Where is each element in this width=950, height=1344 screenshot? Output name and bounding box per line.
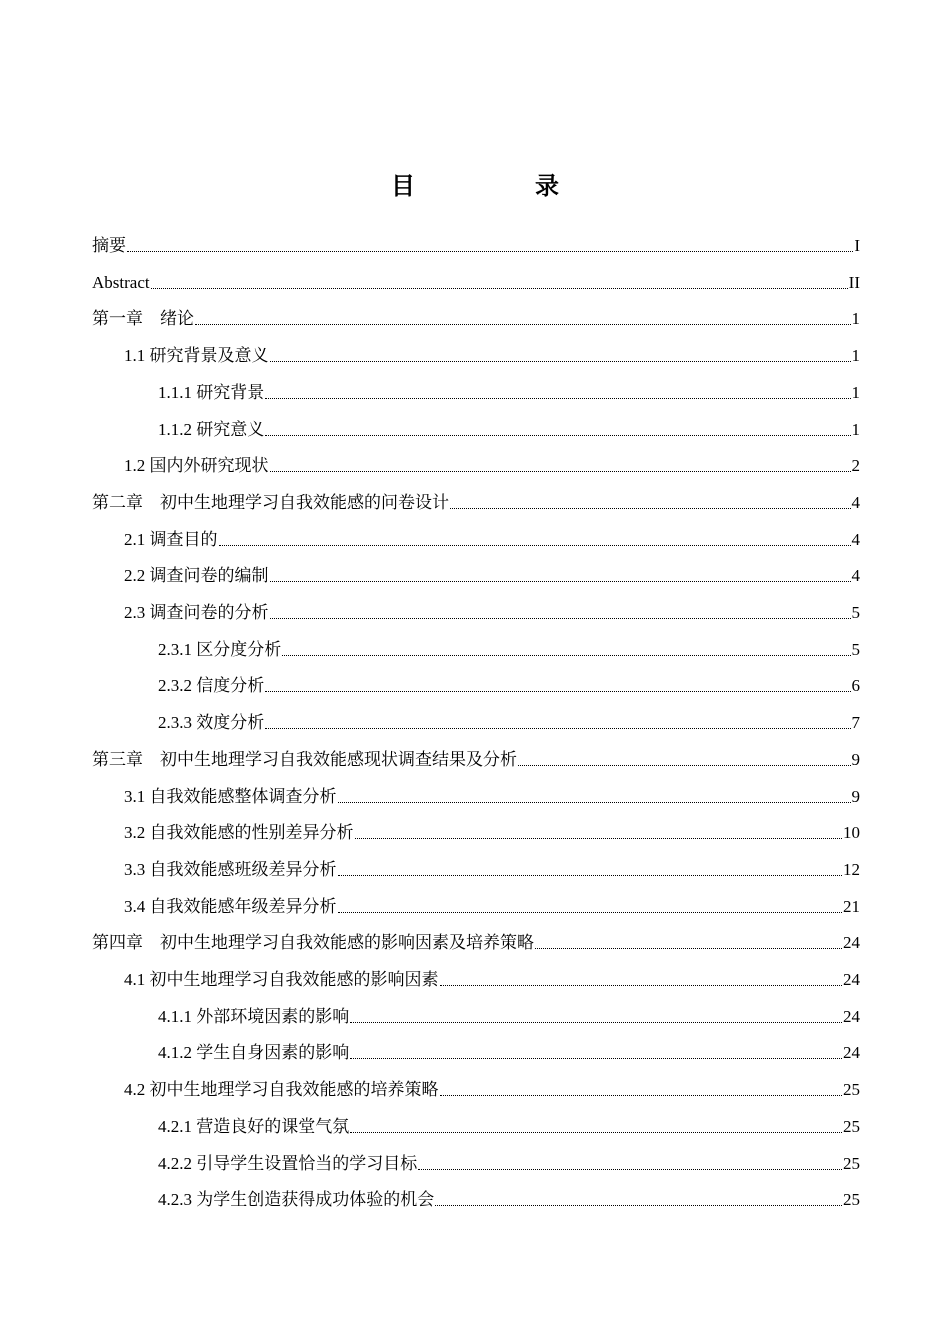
dot-leader [350, 1057, 842, 1059]
toc-entry-title: 4.2 初中生地理学习自我效能感的培养策略 [124, 1080, 439, 1100]
dot-leader [270, 617, 851, 619]
dot-leader [440, 984, 843, 986]
toc-entry-title: 2.3.1 区分度分析 [158, 639, 282, 659]
page-title: 目 录 [391, 172, 607, 200]
toc-entry-title: 第三章 初中生地理学习自我效能感现状调查结果及分析 [92, 749, 517, 769]
toc-entry-title: Abstract [92, 272, 150, 292]
toc-entry-title: 3.1 自我效能感整体调查分析 [124, 786, 337, 806]
toc-entry[interactable] [158, 634, 860, 660]
toc-entry-title: 1.1.1 研究背景 [158, 382, 265, 402]
toc-entry-title: 2.2 调查问卷的编制 [124, 566, 269, 586]
toc-entry-page: 1 [851, 419, 860, 439]
toc-entry-title: 4.2.3 为学生创造获得成功体验的机会 [158, 1190, 435, 1210]
toc-entry-title: 4.1.2 学生自身因素的影响 [158, 1043, 350, 1063]
toc-entry[interactable] [158, 377, 860, 403]
toc-entry-title: 2.1 调查目的 [124, 529, 218, 549]
toc-entry-page: 2 [851, 456, 860, 476]
toc-entry[interactable] [158, 670, 860, 696]
toc-entry-page: 4 [851, 566, 860, 586]
dot-leader [338, 874, 843, 876]
toc-entry[interactable] [158, 1037, 860, 1063]
toc-entry-page: 25 [843, 1153, 860, 1173]
toc-entry[interactable] [92, 303, 860, 329]
toc-entry-page: 1 [851, 346, 860, 366]
dot-leader [350, 1131, 842, 1133]
dot-leader [265, 434, 850, 436]
toc-entry[interactable] [124, 524, 860, 550]
dot-leader [450, 507, 851, 509]
dot-leader [270, 360, 851, 362]
toc-entry-title: 4.2.1 营造良好的课堂气氛 [158, 1116, 350, 1136]
dot-leader [518, 764, 851, 766]
toc-entry[interactable] [124, 891, 860, 917]
dot-leader [435, 1204, 842, 1206]
toc-entry-page: 4 [851, 529, 860, 549]
toc-entry[interactable] [158, 1111, 860, 1137]
toc-entry-page: 24 [843, 970, 860, 989]
toc-entry-title: 1.1 研究背景及意义 [124, 346, 269, 366]
dot-leader [151, 287, 848, 289]
toc-entry-title: 第一章 绪论 [92, 309, 194, 329]
dot-leader [270, 470, 851, 472]
toc-entry[interactable] [92, 487, 860, 513]
toc-entry-page: 12 [843, 859, 860, 879]
toc-entry-title: 4.1.1 外部环境因素的影响 [158, 1006, 350, 1026]
toc-entry[interactable] [124, 597, 860, 623]
dot-leader [219, 544, 851, 546]
toc-entry-title: 2.3.2 信度分析 [158, 676, 265, 696]
toc-entry-page: 1 [851, 382, 860, 402]
toc-entry-page: 25 [843, 1190, 860, 1210]
toc-entry-page: 1 [851, 309, 860, 329]
toc-entry[interactable] [158, 414, 860, 440]
dot-leader [195, 323, 851, 325]
toc-entry[interactable] [124, 560, 860, 586]
toc-entry[interactable] [124, 1074, 860, 1100]
toc-entry-page: 10 [843, 823, 860, 843]
toc-entry[interactable] [92, 744, 860, 770]
toc-entry-page: 6 [851, 676, 860, 696]
toc-entry-page: 24 [843, 1006, 860, 1026]
toc-entry-page: I [854, 236, 860, 255]
toc-entry[interactable] [158, 1184, 860, 1210]
toc-entry-page: 24 [843, 1043, 860, 1063]
toc-entry[interactable] [92, 267, 860, 293]
toc-entry-page: 5 [851, 639, 860, 659]
toc-entry-title: 3.4 自我效能感年级差异分析 [124, 896, 337, 916]
toc-entry[interactable] [124, 450, 860, 476]
toc-entry[interactable] [124, 340, 860, 366]
dot-leader [338, 911, 843, 913]
toc-entry-title: 3.3 自我效能感班级差异分析 [124, 859, 337, 879]
toc-entry[interactable] [158, 1001, 860, 1027]
toc-entry-page: 21 [843, 896, 860, 916]
dot-leader [270, 580, 851, 582]
toc-entry[interactable] [92, 927, 860, 953]
toc-entry-title: 4.1 初中生地理学习自我效能感的影响因素 [124, 970, 439, 989]
dot-leader [440, 1094, 843, 1096]
dot-leader [265, 397, 850, 399]
toc-entry-title: 2.3 调查问卷的分析 [124, 603, 269, 622]
toc-entry-page: 24 [843, 933, 860, 953]
toc-entry[interactable] [124, 781, 860, 807]
dot-leader [127, 250, 853, 252]
toc-entry-title: 4.2.2 引导学生设置恰当的学习目标 [158, 1153, 418, 1173]
toc-entry[interactable] [158, 1148, 860, 1174]
toc-entry-page: 4 [851, 492, 860, 512]
dot-leader [265, 727, 850, 729]
toc-entry-page: 9 [851, 749, 860, 769]
toc-entry-title: 1.1.2 研究意义 [158, 419, 265, 439]
toc-entry-page: 5 [851, 603, 860, 622]
dot-leader [350, 1021, 842, 1023]
toc-entry-title: 第四章 初中生地理学习自我效能感的影响因素及培养策略 [92, 933, 534, 953]
toc-entry-title: 摘要 [92, 236, 126, 255]
toc-entry[interactable] [92, 230, 860, 256]
toc-entry-title: 1.2 国内外研究现状 [124, 456, 269, 476]
toc-entry[interactable] [124, 817, 860, 843]
toc-entry[interactable] [124, 854, 860, 880]
dot-leader [282, 654, 850, 656]
toc-entry-page: 7 [851, 713, 860, 733]
toc-entry-page: 25 [843, 1116, 860, 1136]
dot-leader [535, 947, 842, 949]
toc-entry-title: 2.3.3 效度分析 [158, 713, 265, 733]
dot-leader [418, 1168, 842, 1170]
toc-entry-page: II [848, 272, 860, 292]
dot-leader [265, 690, 850, 692]
dot-leader [355, 837, 843, 839]
dot-leader [338, 801, 851, 803]
toc-entry-page: 25 [843, 1080, 860, 1100]
toc-entry-page: 9 [851, 786, 860, 806]
toc-entry-title: 3.2 自我效能感的性别差异分析 [124, 823, 354, 843]
toc-entry-title: 第二章 初中生地理学习自我效能感的问卷设计 [92, 492, 449, 512]
toc-entry[interactable] [158, 707, 860, 733]
toc-entry[interactable] [124, 964, 860, 990]
